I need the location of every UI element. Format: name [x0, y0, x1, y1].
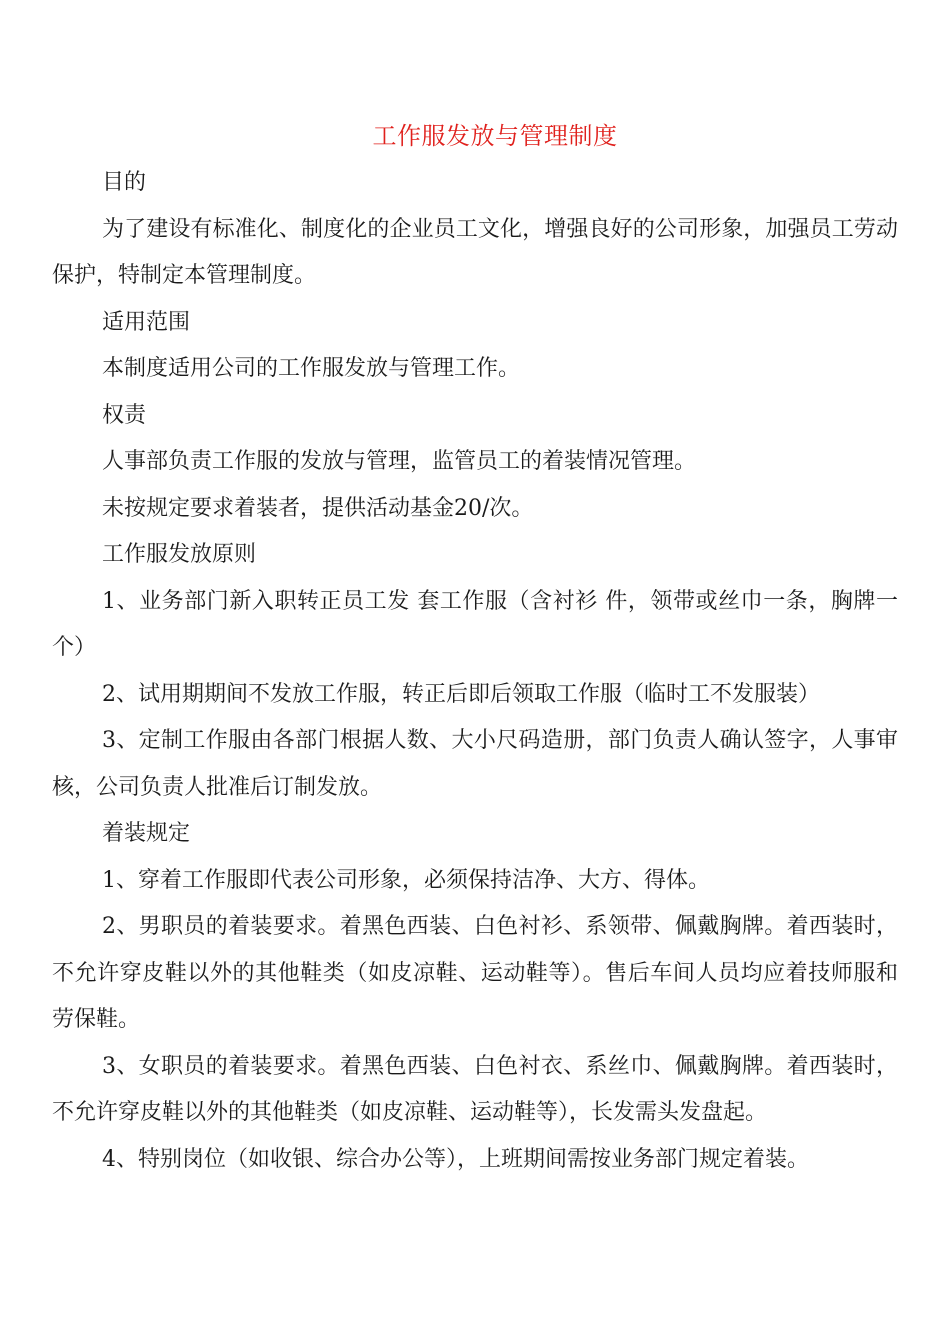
list-item-dress-code-4: 4、特别岗位（如收银、综合办公等），上班期间需按业务部门规定着装。 [102, 1146, 809, 1172]
paragraph-responsibility-1: 人事部负责工作服的发放与管理，监管员工的着装情况管理。 [102, 449, 697, 474]
document-title: 工作服发放与管理制度 [372, 122, 618, 150]
paragraph-purpose: 为了建设有标准化、制度化的企业员工文化，增强良好的公司形象，加强员工劳动保护，特制定本管理制度。 [52, 216, 898, 288]
section-heading-scope: 适用范围 [102, 309, 191, 335]
section-heading-dress-code: 着装规定 [102, 821, 191, 846]
paragraph-responsibility-2: 未按规定要求着装者，提供活动基金20/次。 [102, 495, 534, 521]
paragraph-scope: 本制度适用公司的工作服发放与管理工作。 [102, 356, 521, 381]
list-item-dress-code-2: 2、男职员的着装要求。着黑色西装、白色衬衫、系领带、佩戴胸牌。着西装时，不允许穿皮鞋以外的其他鞋类（如皮凉鞋、运动鞋等）。售后车间人员均应着技师服和劳保鞋。 [52, 914, 898, 1032]
section-heading-responsibilities: 权责 [102, 402, 147, 428]
section-heading-distribution: 工作服发放原则 [102, 542, 257, 567]
document-body [52, 160, 898, 1183]
list-item-dress-code-1: 1、穿着工作服即代表公司形象，必须保持洁净、大方、得体。 [102, 867, 710, 893]
list-item-dress-code-3: 3、女职员的着装要求。着黑色西装、白色衬衣、系丝巾、佩戴胸牌。着西装时，不允许穿皮鞋以外的其他鞋类（如皮凉鞋、运动鞋等），长发需头发盘起。 [52, 1053, 898, 1125]
list-item-distribution-1: 1、业务部门新入职转正员工发 套工作服（含衬衫 件，领带或丝巾一条，胸牌一个） [52, 588, 898, 660]
list-item-distribution-2: 2、试用期期间不发放工作服，转正后即后领取工作服（临时工不发服装） [102, 681, 820, 707]
section-heading-purpose: 目的 [102, 170, 147, 195]
list-item-distribution-3: 3、定制工作服由各部门根据人数、大小尺码造册，部门负责人确认签字，人事审核，公司负责人批准后订制发放。 [52, 728, 898, 800]
